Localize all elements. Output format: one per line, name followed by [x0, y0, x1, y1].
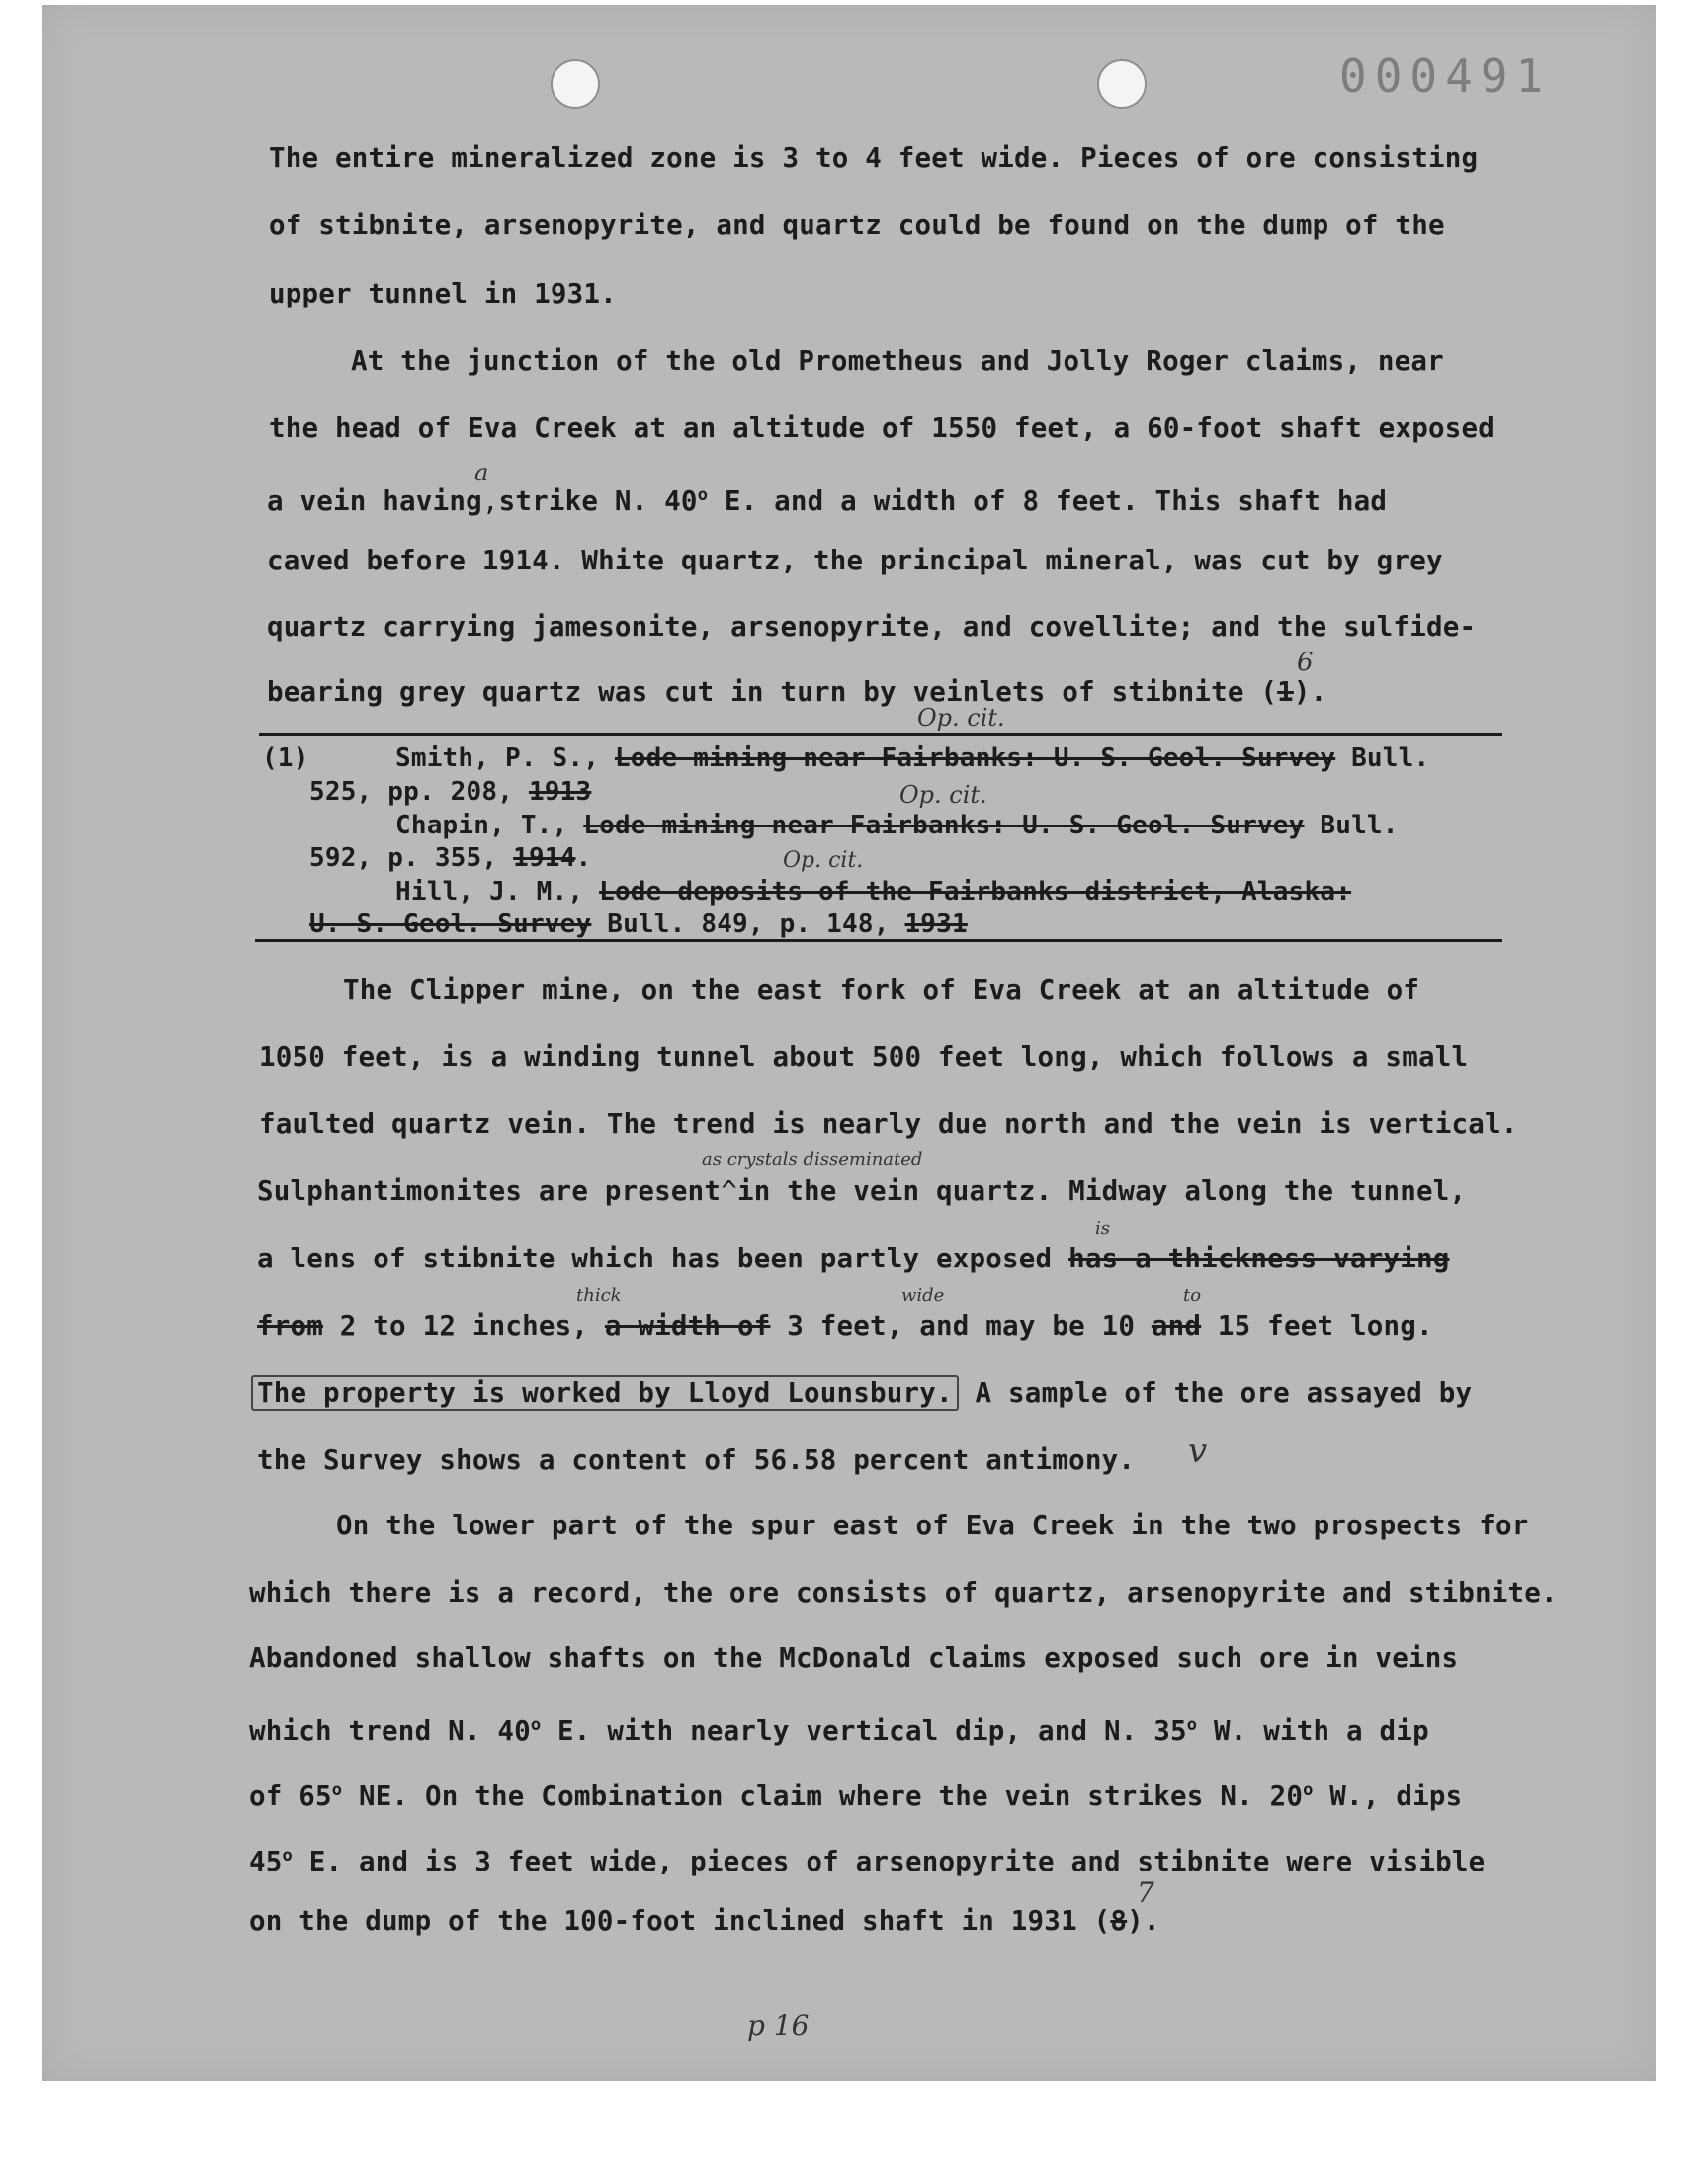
text-span: Bull.	[1304, 811, 1399, 840]
handwritten-note: Op. cit.	[783, 848, 864, 873]
footnote-line	[309, 910, 968, 939]
text-span: Bull. 849, p. 148,	[591, 910, 905, 939]
struck-text: 1914	[513, 843, 576, 873]
text-line: At the junction of the old Prometheus and Jolly Roger claims, near	[351, 345, 1444, 377]
struck-text: 1913	[528, 777, 592, 807]
footnote-marker: (1)	[262, 743, 309, 773]
caret-mark: ^	[721, 1175, 737, 1207]
page-stamp-number: 000491	[1339, 49, 1552, 103]
text-line	[267, 677, 1326, 707]
text-span: a lens of stibnite which has been partly exposed	[257, 1243, 1069, 1274]
text-span: E. with nearly vertical dip, and N. 35	[541, 1715, 1187, 1748]
text-span: 45	[249, 1846, 283, 1878]
footnote-line	[309, 777, 591, 807]
text-span: 2 to 12 inches,	[323, 1310, 605, 1342]
text-line: quartz carrying jamesonite, arsenopyrite, and covellite; and the sulfide-	[267, 611, 1477, 643]
footnote-line	[395, 877, 1351, 907]
handwritten-insertion: thick	[576, 1285, 622, 1306]
text-span: Smith, P. S.,	[395, 743, 615, 773]
struck-text: U. S. Geol. Survey	[309, 910, 592, 939]
text-span: which trend N. 40	[249, 1715, 531, 1748]
struck-text: from	[257, 1310, 324, 1342]
text-span: ).	[1293, 676, 1327, 708]
handwritten-insertion: to	[1183, 1285, 1202, 1306]
text-line: Abandoned shallow shafts on the McDonald claims exposed such ore in veins	[249, 1642, 1459, 1674]
punch-hole	[1097, 59, 1147, 109]
circled-text: The property is worked by Lloyd Lounsbury.	[251, 1375, 959, 1411]
text-span: 3 feet, and may be 10	[770, 1310, 1152, 1342]
handwritten-insertion: wide	[901, 1285, 945, 1306]
text-span: 525, pp. 208,	[309, 777, 529, 807]
text-span: .	[575, 843, 592, 873]
text-span: 592, p. 355,	[309, 843, 514, 873]
handwritten-insertion: is	[1095, 1218, 1110, 1239]
degree-sign: o	[1303, 1781, 1314, 1800]
struck-text: 1931	[904, 910, 968, 939]
text-line	[249, 1906, 1160, 1936]
punch-hole	[551, 59, 600, 109]
text-line: the head of Eva Creek at an altitude of 1550 feet, a 60-foot shaft exposed	[269, 412, 1494, 444]
text-span: bearing grey quartz was cut in turn by veinlets of stibnite (	[267, 676, 1278, 708]
text-span: in the vein quartz. Midway along the tunnel,	[736, 1175, 1467, 1207]
text-span: W. with a dip	[1197, 1715, 1429, 1748]
footnote-line	[395, 811, 1399, 840]
text-line: of stibnite, arsenopyrite, and quartz could be found on the dump of the	[269, 210, 1445, 241]
struck-text: a width of	[604, 1310, 771, 1342]
handwritten-page-number: p 16	[747, 2009, 810, 2042]
text-line	[251, 1378, 1472, 1408]
text-span: Chapin, T.,	[395, 811, 584, 840]
struck-text: Lode mining near Fairbanks: U. S. Geol. Survey	[614, 743, 1336, 773]
footnote-rule-top	[259, 733, 1502, 736]
text-line: the Survey shows a content of 56.58 percent antimony.	[257, 1444, 1136, 1476]
text-line	[249, 1776, 1462, 1811]
text-line: faulted quartz vein. The trend is nearly due north and the vein is vertical.	[259, 1108, 1518, 1140]
text-span: W., dips	[1313, 1781, 1463, 1813]
text-line	[249, 1841, 1485, 1876]
struck-footnote-number: 1	[1277, 676, 1294, 708]
degree-sign: o	[282, 1846, 293, 1866]
struck-text: Lode mining near Fairbanks: U. S. Geol. Survey	[583, 811, 1305, 840]
text-line	[249, 1710, 1429, 1746]
struck-footnote-number: 8	[1110, 1905, 1128, 1937]
text-line: The Clipper mine, on the east fork of Eva Creek at an altitude of	[343, 974, 1420, 1005]
text-span: of 65	[249, 1781, 332, 1813]
text-span: Sulphantimonites are present	[257, 1175, 722, 1207]
text-span: a vein having	[267, 485, 482, 518]
handwritten-check-mark: v	[1188, 1432, 1208, 1471]
text-line: upper tunnel in 1931.	[269, 278, 617, 309]
handwritten-footnote-number: 6	[1297, 648, 1314, 677]
struck-text: and	[1151, 1310, 1202, 1342]
footnote-line	[309, 843, 591, 873]
text-line: caved before 1914. White quartz, the principal mineral, was cut by grey	[267, 545, 1443, 576]
text-line	[257, 1176, 1466, 1206]
struck-text: Lode deposits of the Fairbanks district, Alaska:	[599, 877, 1352, 907]
degree-sign: o	[331, 1781, 343, 1800]
handwritten-note: Op. cit.	[917, 704, 1005, 732]
text-span: strike N. 40	[498, 485, 698, 518]
handwritten-note: Op. cit.	[899, 781, 987, 809]
text-line: On the lower part of the spur east of Eva Creek in the two prospects for	[336, 1510, 1529, 1541]
text-line	[257, 1244, 1449, 1273]
footnote-rule-bottom	[255, 939, 1502, 942]
text-line: which there is a record, the ore consists of quartz, arsenopyrite and stibnite.	[249, 1577, 1558, 1609]
text-span: E. and a width of 8 feet. This shaft had	[708, 485, 1388, 518]
footnote-line	[395, 743, 1429, 773]
text-span: on the dump of the 100-foot inclined shaft in 1931 (	[249, 1905, 1111, 1937]
handwritten-footnote-number: 7	[1137, 1876, 1154, 1909]
degree-sign: o	[1186, 1715, 1198, 1735]
handwritten-insertion: a	[474, 459, 489, 486]
text-span: NE. On the Combination claim where the vein strikes N. 20	[342, 1781, 1304, 1813]
text-span: 15 feet long.	[1201, 1310, 1433, 1342]
text-span: Bull.	[1335, 743, 1430, 773]
text-line: The entire mineralized zone is 3 to 4 feet wide. Pieces of ore consisting	[269, 142, 1479, 174]
text-span: Hill, J. M.,	[395, 877, 600, 907]
text-span: A sample of the ore assayed by	[958, 1377, 1473, 1409]
text-span: ).	[1127, 1905, 1160, 1937]
degree-sign: o	[697, 485, 709, 505]
text-line: 1050 feet, is a winding tunnel about 500 feet long, which follows a small	[259, 1041, 1469, 1073]
struck-text: has a thickness varying	[1068, 1243, 1450, 1274]
handwritten-insertion: as crystals disseminated	[702, 1149, 923, 1170]
degree-sign: o	[530, 1715, 542, 1735]
text-line	[267, 480, 1387, 516]
caret-mark: ,	[481, 485, 499, 518]
text-line	[257, 1311, 1433, 1341]
text-span: E. and is 3 feet wide, pieces of arsenopyrite and stibnite were visible	[292, 1846, 1486, 1878]
